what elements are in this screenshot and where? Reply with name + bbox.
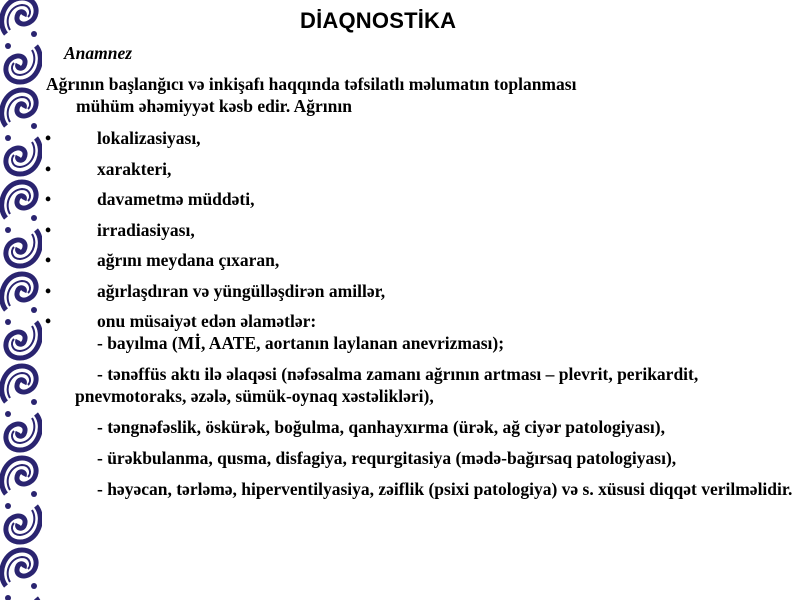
paisley-motif xyxy=(5,503,40,542)
page-title: DİAQNOSTİKA xyxy=(300,8,457,33)
symptom-sub-list xyxy=(75,332,795,509)
paisley-motif xyxy=(2,182,37,221)
sub-list-item: - bayılma (Mİ, AATE, aortanın laylanan anevrizması); xyxy=(97,333,505,353)
paisley-motif xyxy=(5,595,40,600)
intro-paragraph xyxy=(46,73,796,117)
sub-list-item: - tənəffüs aktı ilə əlaqəsi (nəfəsalma zamanı ağrının artması – plevrit, perikardit, pnevmotoraks, əzələ, sümük-oynaq xəstəlikləri), xyxy=(75,364,699,406)
list-item: • ağrını meydana çıxaran, xyxy=(45,250,280,270)
paisley-motif xyxy=(5,319,40,358)
list-item: • xarakteri, xyxy=(45,158,172,179)
section-subtitle: Anamnez xyxy=(64,43,133,63)
bullet-list xyxy=(42,127,385,341)
list-item: • lokalizasiyası, xyxy=(45,128,201,148)
bullet-icon: • xyxy=(45,311,52,331)
sub-list-item: - ürəkbulanma, qusma, disfagiya, requrgitasiya (mədə-bağırsaq patologiyası), xyxy=(97,448,677,468)
paisley-motif xyxy=(5,227,40,266)
paisley-motif xyxy=(2,550,37,589)
sub-list-item: - həyəcan, tərləmə, hiperventilyasiya, zəiflik (psixi patologiya) və s. xüsusi diqqət verilməlidir. xyxy=(97,479,793,499)
paisley-motif xyxy=(2,0,37,37)
paisley-motif xyxy=(2,90,37,129)
bullet-icon: • xyxy=(45,219,52,240)
decorative-paisley-border xyxy=(0,0,42,600)
bullet-icon: • xyxy=(45,189,52,209)
paisley-motif xyxy=(5,43,40,82)
list-item: • irradiasiyası, xyxy=(45,219,195,240)
paisley-motif xyxy=(2,274,37,313)
bullet-icon: • xyxy=(45,128,52,148)
slide-content xyxy=(42,0,800,600)
paisley-motif xyxy=(5,411,40,450)
list-item: • onu müsaiyət edən əlamətlər: xyxy=(45,311,317,331)
paisley-motif xyxy=(5,135,40,174)
sub-list-item: - təngnəfəslik, öskürək, boğulma, qanhayxırma (ürək, ağ ciyər patologiyası), xyxy=(97,417,665,437)
bullet-icon: • xyxy=(45,280,52,301)
bullet-icon: • xyxy=(45,158,52,179)
list-item: • davametmə müddəti, xyxy=(45,189,255,209)
intro-line-2: mühüm əhəmiyyət kəsb edir. Ağrının xyxy=(76,96,352,116)
bullet-icon: • xyxy=(45,250,52,270)
list-item: • ağırlaşdıran və yüngülləşdirən amillər, xyxy=(45,280,386,301)
intro-line-1: Ağrının başlanğıcı və inkişafı haqqında təfsilatlı məlumatın toplanması xyxy=(46,74,577,94)
paisley-motif xyxy=(2,458,37,497)
paisley-motif xyxy=(2,366,37,405)
